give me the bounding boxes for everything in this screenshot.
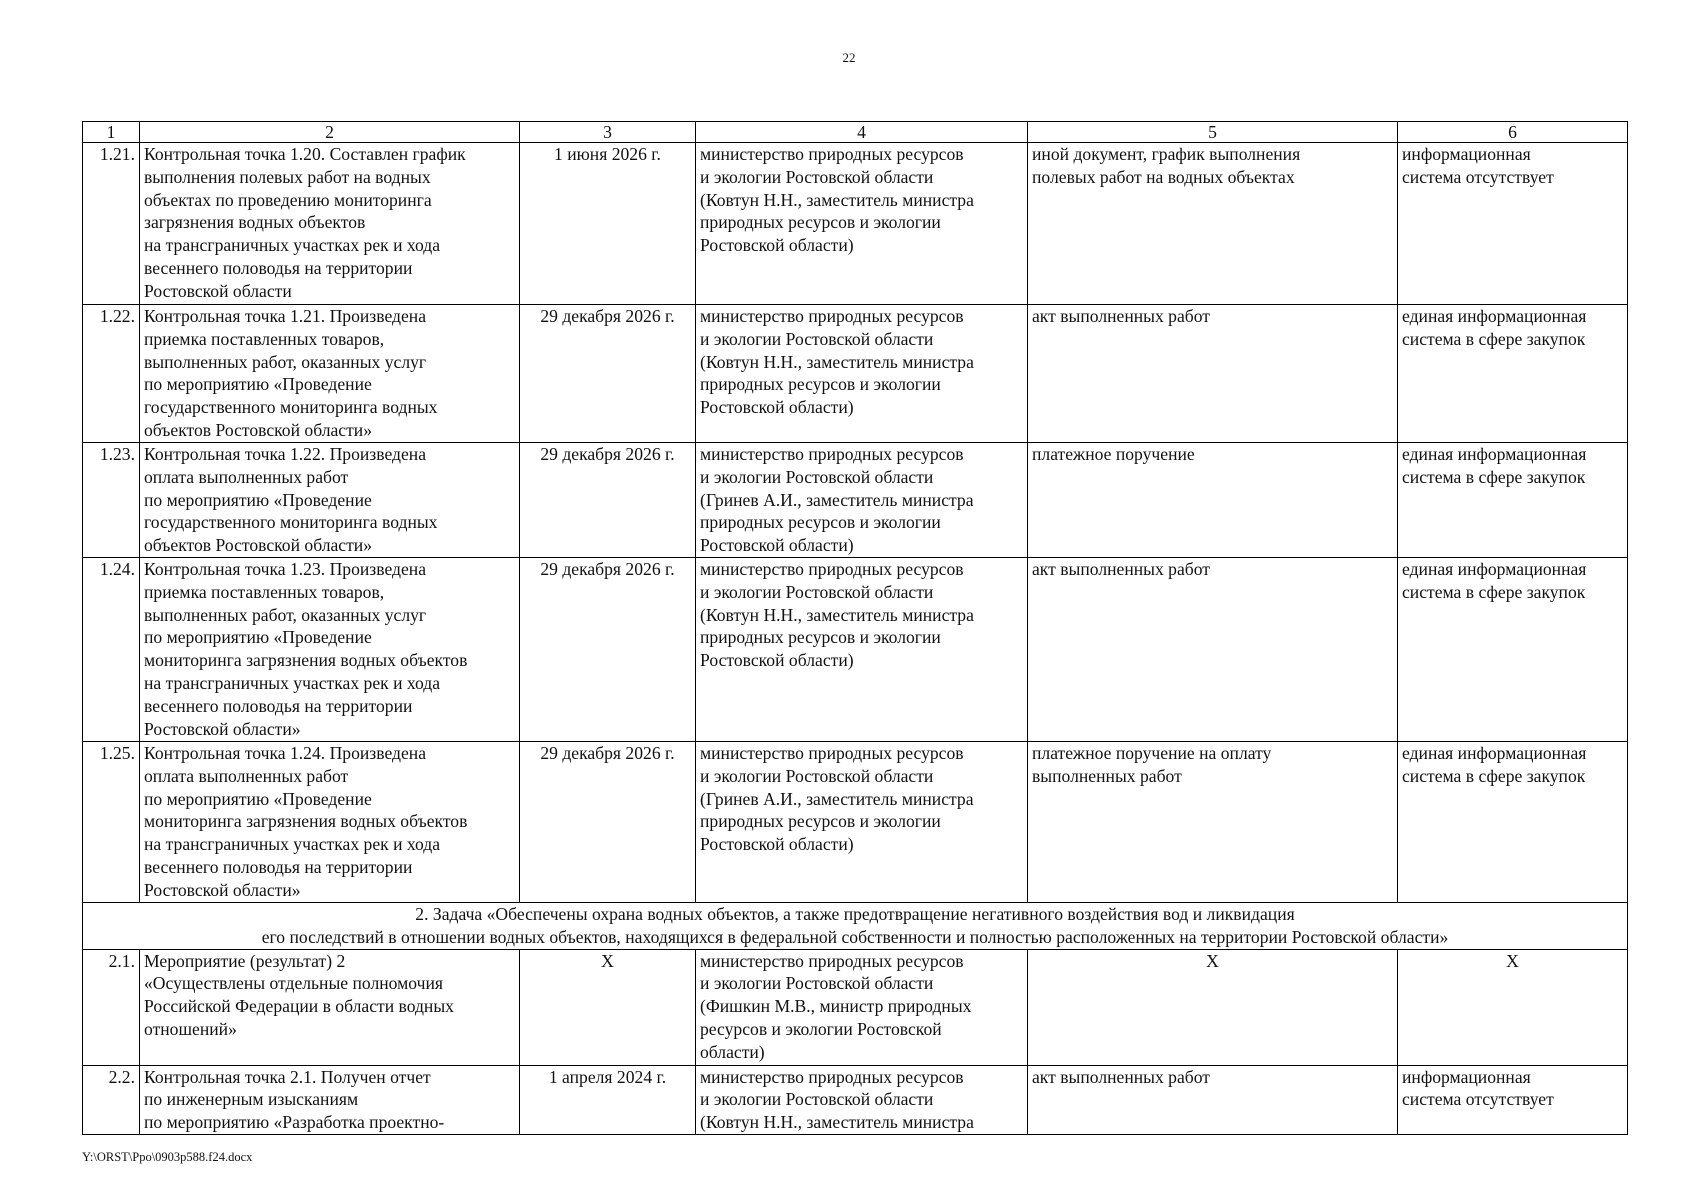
row-number: 2.2. <box>83 1065 140 1134</box>
row-date: 29 декабря 2026 г. <box>520 558 696 742</box>
column-number-1: 1 <box>83 122 140 143</box>
row-date: 29 декабря 2026 г. <box>520 742 696 903</box>
table-row <box>83 443 1628 558</box>
page-number: 22 <box>842 50 856 65</box>
table-row <box>83 305 1628 443</box>
table-row <box>83 558 1628 742</box>
row-name: Контрольная точка 1.23. Произведена приемка поставленных товаров, выполненных работ, оказанных услуг по мероприятию «Проведение мониторинга загрязнения водных объектов на трансграничных участках рек и хода весеннего половодья на территории Ростовской области» <box>140 558 520 742</box>
row-document: акт выполненных работ <box>1028 305 1398 443</box>
row-system: единая информационная система в сфере закупок <box>1398 443 1628 558</box>
row-responsible: министерство природных ресурсов и экологии Ростовской области (Гринев А.И., заместитель министра природных ресурсов и экологии Ростовской области) <box>696 742 1028 903</box>
table-row <box>83 1065 1628 1134</box>
column-number-3: 3 <box>520 122 696 143</box>
row-date: 1 апреля 2024 г. <box>520 1065 696 1134</box>
row-system: единая информационная система в сфере закупок <box>1398 742 1628 903</box>
row-name: Контрольная точка 1.24. Произведена оплата выполненных работ по мероприятию «Проведение мониторинга загрязнения водных объектов на трансграничных участках рек и хода весеннего половодья на территории Ростовской области» <box>140 742 520 903</box>
column-number-4: 4 <box>696 122 1028 143</box>
row-name: Контрольная точка 1.20. Составлен график выполнения полевых работ на водных объектах по проведению мониторинга загрязнения водных объектов на трансграничных участках рек и хода весеннего половодья на территории Ростовской области <box>140 143 520 305</box>
column-number-5: 5 <box>1028 122 1398 143</box>
row-system: Х <box>1398 949 1628 1065</box>
row-system: информационная система отсутствует <box>1398 1065 1628 1134</box>
row-date: 29 декабря 2026 г. <box>520 305 696 443</box>
row-date: 1 июня 2026 г. <box>520 143 696 305</box>
row-number: 1.24. <box>83 558 140 742</box>
column-number-6: 6 <box>1398 122 1628 143</box>
control-points-table <box>82 121 1628 1135</box>
row-number: 2.1. <box>83 949 140 1065</box>
row-system: информационная система отсутствует <box>1398 143 1628 305</box>
row-number: 1.23. <box>83 443 140 558</box>
row-name: Мероприятие (результат) 2 «Осуществлены отдельные полномочия Российской Федерации в области водных отношений» <box>140 949 520 1065</box>
row-name: Контрольная точка 1.21. Произведена приемка поставленных товаров, выполненных работ, оказанных услуг по мероприятию «Проведение государственного мониторинга водных объектов Ростовской области» <box>140 305 520 443</box>
row-document: акт выполненных работ <box>1028 1065 1398 1134</box>
row-document: платежное поручение <box>1028 443 1398 558</box>
row-number: 1.21. <box>83 143 140 305</box>
row-name: Контрольная точка 2.1. Получен отчет по инженерным изысканиям по мероприятию «Разработка проектно- <box>140 1065 520 1134</box>
table-row <box>83 143 1628 305</box>
row-system: единая информационная система в сфере закупок <box>1398 558 1628 742</box>
table-row <box>83 742 1628 903</box>
row-document: иной документ, график выполнения полевых работ на водных объектах <box>1028 143 1398 305</box>
row-responsible: министерство природных ресурсов и экологии Ростовской области (Ковтун Н.Н., заместитель министра природных ресурсов и экологии Ростовской области) <box>696 143 1028 305</box>
row-document: Х <box>1028 949 1398 1065</box>
row-name: Контрольная точка 1.22. Произведена оплата выполненных работ по мероприятию «Проведение государственного мониторинга водных объектов Ростовской области» <box>140 443 520 558</box>
row-number: 1.25. <box>83 742 140 903</box>
row-responsible: министерство природных ресурсов и экологии Ростовской области (Ковтун Н.Н., заместитель министра <box>696 1065 1028 1134</box>
row-date: 29 декабря 2026 г. <box>520 443 696 558</box>
column-number-row <box>83 122 1628 143</box>
row-document: платежное поручение на оплату выполненных работ <box>1028 742 1398 903</box>
row-system: единая информационная система в сфере закупок <box>1398 305 1628 443</box>
row-responsible: министерство природных ресурсов и экологии Ростовской области (Гринев А.И., заместитель министра природных ресурсов и экологии Ростовской области) <box>696 443 1028 558</box>
row-responsible: министерство природных ресурсов и экологии Ростовской области (Ковтун Н.Н., заместитель министра природных ресурсов и экологии Ростовской области) <box>696 305 1028 443</box>
row-number: 1.22. <box>83 305 140 443</box>
row-document: акт выполненных работ <box>1028 558 1398 742</box>
task-heading-row <box>83 903 1628 950</box>
column-number-2: 2 <box>140 122 520 143</box>
footer-file-path: Y:\ORST\Ppo\0903p588.f24.docx <box>82 1150 253 1164</box>
row-responsible: министерство природных ресурсов и экологии Ростовской области (Ковтун Н.Н., заместитель министра природных ресурсов и экологии Ростовской области) <box>696 558 1028 742</box>
row-responsible: министерство природных ресурсов и экологии Ростовской области (Фишкин М.В., министр природных ресурсов и экологии Ростовской области) <box>696 949 1028 1065</box>
table-row <box>83 949 1628 1065</box>
row-date: Х <box>520 949 696 1065</box>
task-heading: 2. Задача «Обеспечены охрана водных объектов, а также предотвращение негативного воздействия вод и ликвидация его последствий в отношении водных объектов, находящихся в федеральной собственности и полностью расположенных на территории Ростовской области» <box>83 903 1628 950</box>
